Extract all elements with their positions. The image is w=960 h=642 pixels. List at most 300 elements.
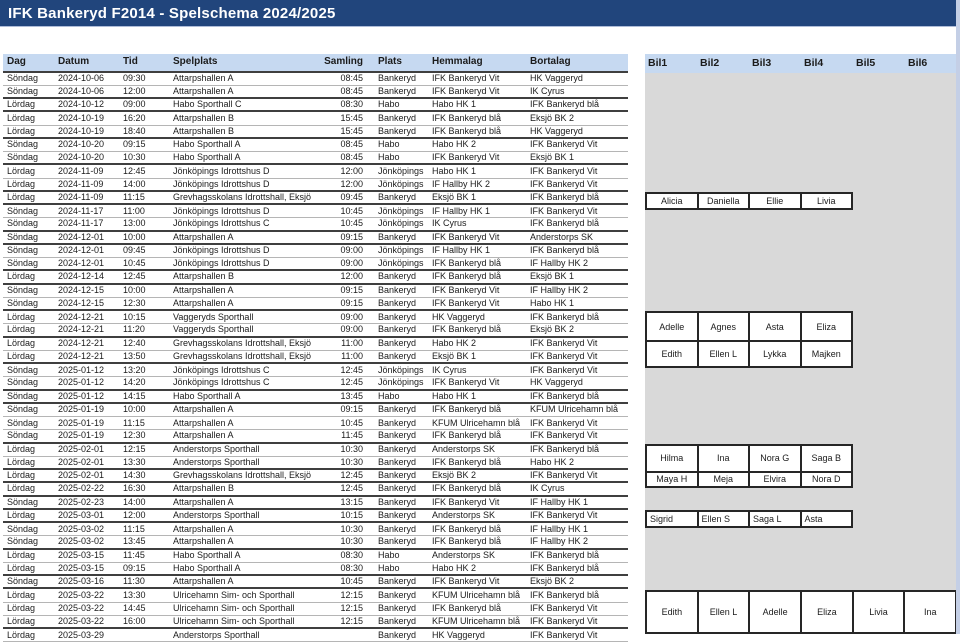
carpool-name-cell[interactable]: Eliza [800,313,852,340]
cell-datum[interactable]: 2024-12-21 [56,313,121,322]
carpool-name-cell[interactable]: Meja [697,473,749,486]
carpool-name-cell[interactable]: Asta [748,313,800,340]
cell-hemmalag[interactable]: IFK Bankeryd Vit [424,74,521,83]
cell-hemmalag[interactable]: IFK Bankeryd Vit [424,87,521,96]
cell-datum[interactable]: 2025-01-19 [56,405,121,414]
carpool-name-cell[interactable]: Ina [697,446,749,471]
cell-dag[interactable]: Söndag [3,246,56,255]
cell-datum[interactable]: 2024-12-01 [56,233,121,242]
cell-plats[interactable]: Bankeryd [369,484,424,493]
cell-bortalag[interactable]: Habo HK 1 [521,299,628,308]
cell-spelplats[interactable]: Habo Sporthall A [171,140,324,149]
cell-samling[interactable]: 10:30 [324,458,369,467]
cell-tid[interactable]: 13:00 [121,219,171,228]
cell-plats[interactable]: Jönköpings [369,180,424,189]
cell-bortalag[interactable]: IFK Bankeryd blå [521,100,628,109]
cell-hemmalag[interactable]: IFK Bankeryd blå [424,405,521,414]
cell-plats[interactable]: Habo [369,551,424,560]
cell-hemmalag[interactable]: IFK Bankeryd blå [424,484,521,493]
carpool-name-cell[interactable]: Ellen L [697,342,749,366]
cell-spelplats[interactable]: Habo Sporthall A [171,153,324,162]
cell-spelplats[interactable]: Jönköpings Idrottshus C [171,219,324,228]
cell-hemmalag[interactable]: KFUM Ulricehamn blå [424,617,521,626]
cell-hemmalag[interactable]: IF Hallby HK 2 [424,180,521,189]
cell-samling[interactable]: 09:00 [324,259,369,268]
cell-samling[interactable]: 12:15 [324,591,369,600]
cell-spelplats[interactable]: Jönköpings Idrottshus D [171,259,324,268]
cell-datum[interactable]: 2025-03-22 [56,591,121,600]
cell-spelplats[interactable]: Jönköpings Idrottshus D [171,246,324,255]
column-header-tid[interactable]: Tid [121,57,171,67]
cell-hemmalag[interactable]: IFK Bankeryd Vit [424,378,521,387]
cell-dag[interactable]: Lördag [3,313,56,322]
carpool-name-cell[interactable]: Saga B [800,446,852,471]
cell-bortalag[interactable]: IF Hallby HK 1 [521,525,628,534]
cell-bortalag[interactable]: IFK Bankeryd blå [521,564,628,573]
cell-spelplats[interactable]: Anderstorps Sporthall [171,458,324,467]
column-header-dag[interactable]: Dag [3,57,56,67]
cell-tid[interactable]: 11:15 [121,419,171,428]
cell-spelplats[interactable]: Attarpshallen A [171,498,324,507]
cell-datum[interactable]: 2024-10-20 [56,140,121,149]
cell-bortalag[interactable]: IF Hallby HK 2 [521,259,628,268]
cell-plats[interactable]: Bankeryd [369,299,424,308]
carpool-name-cell[interactable]: Livia [800,194,852,208]
cell-datum[interactable]: 2025-01-12 [56,366,121,375]
cell-plats[interactable]: Bankeryd [369,127,424,136]
cell-datum[interactable]: 2024-10-06 [56,87,121,96]
cell-datum[interactable]: 2024-12-15 [56,286,121,295]
carpool-name-cell[interactable]: Daniella [697,194,749,208]
cell-dag[interactable]: Lördag [3,604,56,613]
cell-plats[interactable]: Bankeryd [369,419,424,428]
cell-hemmalag[interactable]: IFK Bankeryd Vit [424,153,521,162]
cell-tid[interactable]: 18:40 [121,127,171,136]
cell-plats[interactable]: Bankeryd [369,458,424,467]
cell-datum[interactable]: 2025-03-22 [56,617,121,626]
cell-dag[interactable]: Lördag [3,484,56,493]
cell-plats[interactable]: Bankeryd [369,405,424,414]
cell-dag[interactable]: Lördag [3,471,56,480]
cell-tid[interactable]: 10:00 [121,405,171,414]
cell-samling[interactable]: 10:45 [324,577,369,586]
cell-samling[interactable]: 08:45 [324,153,369,162]
cell-datum[interactable]: 2024-10-12 [56,100,121,109]
carpool-column-header-bil2[interactable]: Bil2 [697,57,749,69]
cell-dag[interactable]: Söndag [3,405,56,414]
cell-samling[interactable]: 08:45 [324,140,369,149]
cell-tid[interactable]: 14:00 [121,498,171,507]
cell-dag[interactable]: Söndag [3,74,56,83]
cell-tid[interactable]: 13:30 [121,458,171,467]
cell-dag[interactable]: Lördag [3,127,56,136]
carpool-name-cell[interactable]: Nora G [748,446,800,471]
cell-plats[interactable]: Jönköpings [369,207,424,216]
cell-plats[interactable]: Bankeryd [369,577,424,586]
cell-spelplats[interactable]: Habo Sporthall A [171,392,324,401]
carpool-name-cell[interactable]: Nora D [800,473,852,486]
cell-spelplats[interactable]: Grevhagsskolans Idrottshall, Eksjö [171,352,324,361]
cell-samling[interactable]: 09:15 [324,286,369,295]
cell-samling[interactable]: 10:15 [324,511,369,520]
cell-spelplats[interactable]: Grevhagsskolans Idrottshall, Eksjö [171,339,324,348]
cell-tid[interactable]: 16:00 [121,617,171,626]
carpool-name-cell[interactable]: Agnes [697,313,749,340]
cell-samling[interactable]: 10:45 [324,207,369,216]
cell-tid[interactable]: 12:30 [121,431,171,440]
cell-bortalag[interactable]: Anderstorps SK [521,233,628,242]
cell-bortalag[interactable]: IF Hallby HK 1 [521,498,628,507]
cell-tid[interactable]: 10:30 [121,153,171,162]
cell-spelplats[interactable]: Anderstorps Sporthall [171,511,324,520]
cell-plats[interactable]: Bankeryd [369,445,424,454]
cell-datum[interactable]: 2025-02-01 [56,471,121,480]
cell-bortalag[interactable]: IFK Bankeryd Vit [521,617,628,626]
cell-datum[interactable]: 2024-12-21 [56,325,121,334]
carpool-name-cell[interactable]: Maya H [647,473,697,486]
column-header-bortalag[interactable]: Bortalag [521,57,628,67]
cell-samling[interactable]: 08:45 [324,87,369,96]
cell-tid[interactable]: 11:20 [121,325,171,334]
cell-samling[interactable]: 08:30 [324,551,369,560]
cell-bortalag[interactable]: IFK Bankeryd Vit [521,604,628,613]
cell-plats[interactable]: Jönköpings [369,366,424,375]
cell-datum[interactable]: 2024-10-20 [56,153,121,162]
cell-dag[interactable]: Söndag [3,286,56,295]
cell-tid[interactable]: 13:45 [121,537,171,546]
cell-datum[interactable]: 2024-11-09 [56,180,121,189]
cell-plats[interactable]: Jönköpings [369,378,424,387]
cell-spelplats[interactable]: Ulricehamn Sim- och Sporthall [171,591,324,600]
cell-datum[interactable]: 2024-10-19 [56,114,121,123]
carpool-name-cell[interactable]: Livia [852,592,904,632]
cell-bortalag[interactable]: IFK Bankeryd blå [521,551,628,560]
cell-hemmalag[interactable]: Anderstorps SK [424,551,521,560]
cell-datum[interactable]: 2025-03-22 [56,604,121,613]
cell-spelplats[interactable]: Grevhagsskolans Idrottshall, Eksjö [171,193,324,202]
cell-plats[interactable]: Bankeryd [369,591,424,600]
cell-tid[interactable]: 13:20 [121,366,171,375]
cell-spelplats[interactable]: Attarpshallen A [171,431,324,440]
cell-dag[interactable]: Lördag [3,511,56,520]
cell-hemmalag[interactable]: IFK Bankeryd blå [424,537,521,546]
cell-plats[interactable]: Habo [369,564,424,573]
cell-samling[interactable]: 11:00 [324,352,369,361]
cell-datum[interactable]: 2024-11-09 [56,193,121,202]
cell-dag[interactable]: Lördag [3,551,56,560]
carpool-name-cell[interactable]: Elvira [748,473,800,486]
cell-datum[interactable]: 2025-03-16 [56,577,121,586]
cell-spelplats[interactable]: Ulricehamn Sim- och Sporthall [171,617,324,626]
cell-plats[interactable]: Habo [369,153,424,162]
cell-hemmalag[interactable]: IFK Bankeryd blå [424,458,521,467]
cell-dag[interactable]: Lördag [3,167,56,176]
cell-datum[interactable]: 2024-12-01 [56,246,121,255]
cell-dag[interactable]: Söndag [3,577,56,586]
cell-samling[interactable]: 10:30 [324,445,369,454]
cell-plats[interactable]: Bankeryd [369,87,424,96]
cell-spelplats[interactable]: Grevhagsskolans Idrottshall, Eksjö [171,471,324,480]
cell-tid[interactable]: 13:50 [121,352,171,361]
column-header-plats[interactable]: Plats [369,57,424,67]
carpool-name-cell[interactable]: Asta [800,512,852,526]
cell-tid[interactable]: 13:30 [121,591,171,600]
cell-bortalag[interactable]: IF Hallby HK 2 [521,537,628,546]
cell-tid[interactable]: 12:00 [121,87,171,96]
column-header-samling[interactable]: Samling [324,57,369,67]
cell-dag[interactable]: Söndag [3,140,56,149]
cell-plats[interactable]: Bankeryd [369,325,424,334]
carpool-name-cell[interactable]: Eliza [800,592,852,632]
cell-tid[interactable]: 12:30 [121,299,171,308]
cell-plats[interactable]: Bankeryd [369,431,424,440]
cell-tid[interactable]: 11:15 [121,525,171,534]
cell-datum[interactable]: 2024-10-06 [56,74,121,83]
cell-bortalag[interactable]: IFK Bankeryd blå [521,445,628,454]
cell-datum[interactable]: 2024-12-14 [56,272,121,281]
cell-samling[interactable]: 09:00 [324,246,369,255]
cell-tid[interactable]: 14:45 [121,604,171,613]
cell-dag[interactable]: Lördag [3,352,56,361]
cell-plats[interactable]: Bankeryd [369,74,424,83]
carpool-name-cell[interactable]: Ellen L [697,592,749,632]
cell-tid[interactable]: 09:15 [121,564,171,573]
carpool-name-cell[interactable]: Adelle [748,592,800,632]
cell-plats[interactable]: Bankeryd [369,498,424,507]
cell-dag[interactable]: Söndag [3,525,56,534]
cell-spelplats[interactable]: Attarpshallen A [171,299,324,308]
cell-spelplats[interactable]: Attarpshallen A [171,577,324,586]
cell-dag[interactable]: Lördag [3,591,56,600]
cell-datum[interactable]: 2024-10-19 [56,127,121,136]
cell-hemmalag[interactable]: IFK Bankeryd Vit [424,233,521,242]
cell-hemmalag[interactable]: IF Hallby HK 1 [424,207,521,216]
cell-spelplats[interactable]: Attarpshallen A [171,405,324,414]
cell-bortalag[interactable]: IFK Bankeryd Vit [521,339,628,348]
cell-samling[interactable]: 09:15 [324,405,369,414]
cell-tid[interactable]: 14:00 [121,180,171,189]
carpool-column-header-bil6[interactable]: Bil6 [905,57,957,69]
cell-hemmalag[interactable]: Eksjö BK 1 [424,193,521,202]
cell-datum[interactable]: 2024-12-01 [56,259,121,268]
carpool-column-header-bil4[interactable]: Bil4 [801,57,853,69]
cell-bortalag[interactable]: HK Vaggeryd [521,74,628,83]
carpool-name-cell[interactable]: Ina [903,592,955,632]
cell-spelplats[interactable]: Habo Sporthall C [171,100,324,109]
cell-datum[interactable]: 2025-01-19 [56,419,121,428]
cell-tid[interactable]: 10:45 [121,259,171,268]
cell-samling[interactable]: 12:45 [324,471,369,480]
cell-bortalag[interactable]: IFK Bankeryd Vit [521,431,628,440]
cell-spelplats[interactable]: Attarpshallen B [171,272,324,281]
cell-tid[interactable]: 11:00 [121,207,171,216]
cell-tid[interactable]: 11:30 [121,577,171,586]
cell-samling[interactable]: 09:15 [324,233,369,242]
cell-plats[interactable]: Bankeryd [369,286,424,295]
cell-datum[interactable]: 2025-03-02 [56,537,121,546]
cell-spelplats[interactable]: Jönköpings Idrottshus D [171,207,324,216]
carpool-name-cell[interactable]: Edith [647,592,697,632]
cell-tid[interactable]: 09:00 [121,100,171,109]
cell-datum[interactable]: 2024-12-21 [56,339,121,348]
cell-samling[interactable]: 11:00 [324,339,369,348]
cell-dag[interactable]: Söndag [3,392,56,401]
cell-dag[interactable]: Lördag [3,564,56,573]
cell-dag[interactable]: Söndag [3,87,56,96]
cell-tid[interactable]: 10:15 [121,313,171,322]
cell-tid[interactable]: 11:15 [121,193,171,202]
cell-hemmalag[interactable]: Habo HK 2 [424,140,521,149]
cell-bortalag[interactable]: IF Hallby HK 2 [521,286,628,295]
cell-plats[interactable]: Jönköpings [369,246,424,255]
cell-bortalag[interactable]: IFK Bankeryd Vit [521,366,628,375]
cell-hemmalag[interactable]: KFUM Ulricehamn blå [424,419,521,428]
cell-bortalag[interactable]: Eksjö BK 1 [521,153,628,162]
cell-bortalag[interactable]: IK Cyrus [521,87,628,96]
cell-bortalag[interactable]: KFUM Ulricehamn blå [521,405,628,414]
cell-dag[interactable]: Lördag [3,458,56,467]
carpool-name-cell[interactable]: Hilma [647,446,697,471]
cell-hemmalag[interactable]: Habo HK 2 [424,339,521,348]
cell-datum[interactable]: 2024-11-17 [56,207,121,216]
cell-dag[interactable]: Söndag [3,153,56,162]
cell-bortalag[interactable]: IFK Bankeryd Vit [521,471,628,480]
cell-dag[interactable]: Söndag [3,233,56,242]
cell-plats[interactable]: Bankeryd [369,525,424,534]
cell-datum[interactable]: 2024-12-21 [56,352,121,361]
cell-tid[interactable]: 14:20 [121,378,171,387]
cell-samling[interactable]: 12:00 [324,180,369,189]
cell-hemmalag[interactable]: Eksjö BK 2 [424,471,521,480]
carpool-name-cell[interactable]: Saga L [748,512,800,526]
cell-dag[interactable]: Lördag [3,272,56,281]
cell-plats[interactable]: Jönköpings [369,167,424,176]
cell-spelplats[interactable]: Attarpshallen A [171,525,324,534]
cell-dag[interactable]: Söndag [3,299,56,308]
cell-bortalag[interactable]: IFK Bankeryd Vit [521,631,628,640]
cell-samling[interactable]: 15:45 [324,127,369,136]
cell-plats[interactable]: Habo [369,100,424,109]
cell-hemmalag[interactable]: HK Vaggeryd [424,313,521,322]
cell-bortalag[interactable]: HK Vaggeryd [521,378,628,387]
cell-datum[interactable]: 2025-03-29 [56,631,121,640]
cell-hemmalag[interactable]: IFK Bankeryd blå [424,604,521,613]
cell-bortalag[interactable]: IFK Bankeryd Vit [521,167,628,176]
cell-bortalag[interactable]: IFK Bankeryd Vit [521,419,628,428]
carpool-name-cell[interactable]: Ellie [748,194,800,208]
carpool-column-header-bil1[interactable]: Bil1 [645,57,697,69]
cell-samling[interactable]: 10:45 [324,219,369,228]
cell-dag[interactable]: Söndag [3,378,56,387]
cell-samling[interactable]: 08:30 [324,564,369,573]
cell-bortalag[interactable]: IFK Bankeryd Vit [521,207,628,216]
cell-plats[interactable]: Jönköpings [369,259,424,268]
cell-hemmalag[interactable]: IFK Bankeryd blå [424,127,521,136]
cell-hemmalag[interactable]: KFUM Ulricehamn blå [424,591,521,600]
cell-bortalag[interactable]: IFK Bankeryd Vit [521,180,628,189]
cell-hemmalag[interactable]: Habo HK 2 [424,564,521,573]
carpool-name-cell[interactable]: Sigrid [647,512,697,526]
cell-dag[interactable]: Söndag [3,219,56,228]
cell-spelplats[interactable]: Anderstorps Sporthall [171,445,324,454]
cell-plats[interactable]: Bankeryd [369,604,424,613]
cell-samling[interactable]: 08:30 [324,100,369,109]
cell-hemmalag[interactable]: IFK Bankeryd blå [424,325,521,334]
cell-spelplats[interactable]: Vaggeryds Sporthall [171,313,324,322]
cell-plats[interactable]: Bankeryd [369,313,424,322]
cell-tid[interactable]: 09:15 [121,140,171,149]
cell-hemmalag[interactable]: Habo HK 1 [424,167,521,176]
cell-dag[interactable]: Lördag [3,617,56,626]
cell-samling[interactable]: 08:45 [324,74,369,83]
cell-samling[interactable]: 12:15 [324,617,369,626]
column-header-datum[interactable]: Datum [56,57,121,67]
cell-dag[interactable]: Söndag [3,537,56,546]
carpool-name-cell[interactable]: Majken [800,342,852,366]
column-header-hemmalag[interactable]: Hemmalag [424,57,521,67]
cell-dag[interactable]: Lördag [3,114,56,123]
cell-spelplats[interactable]: Jönköpings Idrottshus C [171,378,324,387]
cell-spelplats[interactable]: Attarpshallen A [171,87,324,96]
cell-bortalag[interactable]: IFK Bankeryd blå [521,193,628,202]
cell-plats[interactable]: Bankeryd [369,193,424,202]
cell-plats[interactable]: Bankeryd [369,352,424,361]
cell-bortalag[interactable]: IFK Bankeryd Vit [521,140,628,149]
cell-datum[interactable]: 2025-03-15 [56,551,121,560]
cell-samling[interactable]: 12:45 [324,484,369,493]
cell-plats[interactable]: Bankeryd [369,233,424,242]
cell-datum[interactable]: 2025-01-12 [56,378,121,387]
cell-bortalag[interactable]: HK Vaggeryd [521,127,628,136]
cell-spelplats[interactable]: Anderstorps Sporthall [171,631,324,640]
cell-dag[interactable]: Söndag [3,207,56,216]
cell-plats[interactable]: Bankeryd [369,617,424,626]
cell-samling[interactable]: 12:45 [324,366,369,375]
cell-hemmalag[interactable]: IK Cyrus [424,366,521,375]
cell-datum[interactable]: 2025-02-22 [56,484,121,493]
cell-bortalag[interactable]: Habo HK 2 [521,458,628,467]
cell-dag[interactable]: Söndag [3,431,56,440]
cell-bortalag[interactable]: Eksjö BK 2 [521,325,628,334]
cell-datum[interactable]: 2025-02-01 [56,445,121,454]
carpool-name-cell[interactable]: Alicia [647,194,697,208]
cell-hemmalag[interactable]: Habo HK 1 [424,100,521,109]
cell-hemmalag[interactable]: IFK Bankeryd Vit [424,286,521,295]
cell-dag[interactable]: Söndag [3,498,56,507]
cell-datum[interactable]: 2024-11-09 [56,167,121,176]
cell-datum[interactable]: 2025-01-12 [56,392,121,401]
cell-bortalag[interactable]: IFK Bankeryd blå [521,392,628,401]
carpool-name-cell[interactable]: Ellen S [697,512,749,526]
cell-hemmalag[interactable]: IFK Bankeryd Vit [424,299,521,308]
cell-dag[interactable]: Söndag [3,419,56,428]
cell-tid[interactable]: 16:30 [121,484,171,493]
cell-hemmalag[interactable]: IFK Bankeryd Vit [424,577,521,586]
cell-spelplats[interactable]: Attarpshallen B [171,127,324,136]
cell-spelplats[interactable]: Habo Sporthall A [171,551,324,560]
cell-plats[interactable]: Bankeryd [369,471,424,480]
column-header-spelplats[interactable]: Spelplats [171,57,324,67]
cell-samling[interactable]: 13:45 [324,392,369,401]
cell-bortalag[interactable]: Eksjö BK 2 [521,114,628,123]
cell-tid[interactable]: 12:00 [121,511,171,520]
cell-tid[interactable]: 09:45 [121,246,171,255]
cell-hemmalag[interactable]: IF Hallby HK 1 [424,246,521,255]
cell-dag[interactable]: Lördag [3,180,56,189]
cell-tid[interactable]: 12:15 [121,445,171,454]
cell-spelplats[interactable]: Ulricehamn Sim- och Sporthall [171,604,324,613]
cell-plats[interactable]: Bankeryd [369,339,424,348]
